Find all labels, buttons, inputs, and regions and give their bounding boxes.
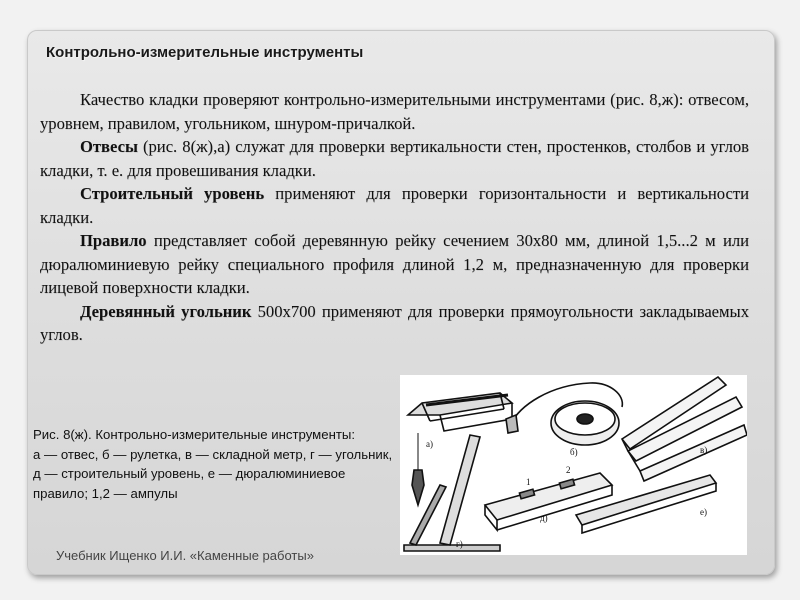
- paragraph-text: представляет собой деревянную рейку сечением 30х80 мм, длиной 1,5...2 м или дюралюминиевую рейку специального профиля длиной 1,2 м, предназначенную для проверки лицевой поверхности кладки.: [40, 231, 749, 297]
- term-plumb: Отвесы: [80, 137, 138, 156]
- term-level: Строительный уровень: [80, 184, 265, 203]
- figure-label-2: 2: [566, 465, 571, 475]
- folding-ruler-drawing: [622, 377, 747, 481]
- figure-label-a: а): [426, 439, 433, 449]
- slide-title: Контрольно-измерительные инструменты: [46, 44, 364, 61]
- figure-caption: [33, 425, 403, 503]
- paragraph-level: [40, 182, 749, 229]
- paragraph-rule: [40, 229, 749, 300]
- paragraph-intro: [40, 88, 749, 135]
- paragraph-text: применяют для проверки горизонтальности и вертикальности кладки.: [40, 184, 749, 227]
- figure-label-g: г): [456, 539, 463, 549]
- figure-label-e: е): [700, 507, 707, 517]
- figure-label-1: 1: [526, 477, 531, 487]
- tape-measure-drawing: [506, 383, 622, 445]
- caption-text: а — отвес, б — рулетка, в — складной метр, г — угольник, д — строительный уровень, е — дюралюминиевое правило; 1,2 — ампулы: [33, 446, 393, 501]
- paragraph-text: 500х700 применяют для проверки прямоугольности закладываемых углов.: [40, 301, 749, 344]
- paragraph-square: [40, 300, 749, 347]
- paragraph-text: (рис. 8(ж),а) служат для проверки вертикальности стен, простенков, столбов и углов кладки, т. е. для провешивания кладки.: [40, 137, 749, 180]
- figure-label-b: б): [570, 447, 578, 457]
- paragraph-text: Качество кладки проверяют контрольно-измерительными инструментами (рис. 8,ж): отвесом, уровнем, правилом, угольником, шнуром-причалкой.: [40, 90, 749, 133]
- figure-label-d: д): [540, 513, 548, 523]
- source-footer: Учебник Ищенко И.И. «Каменные работы»: [56, 548, 314, 563]
- instruments-drawing: [400, 375, 747, 555]
- slide-body: [40, 88, 749, 347]
- instruments-figure: [400, 375, 747, 555]
- term-rule: Правило: [80, 231, 147, 250]
- paragraph-plumb: [40, 135, 749, 182]
- figure-label-v: в): [700, 445, 708, 455]
- term-square: Деревянный угольник: [80, 301, 252, 321]
- caption-title: Рис. 8(ж). Контрольно-измерительные инструменты:: [33, 427, 356, 442]
